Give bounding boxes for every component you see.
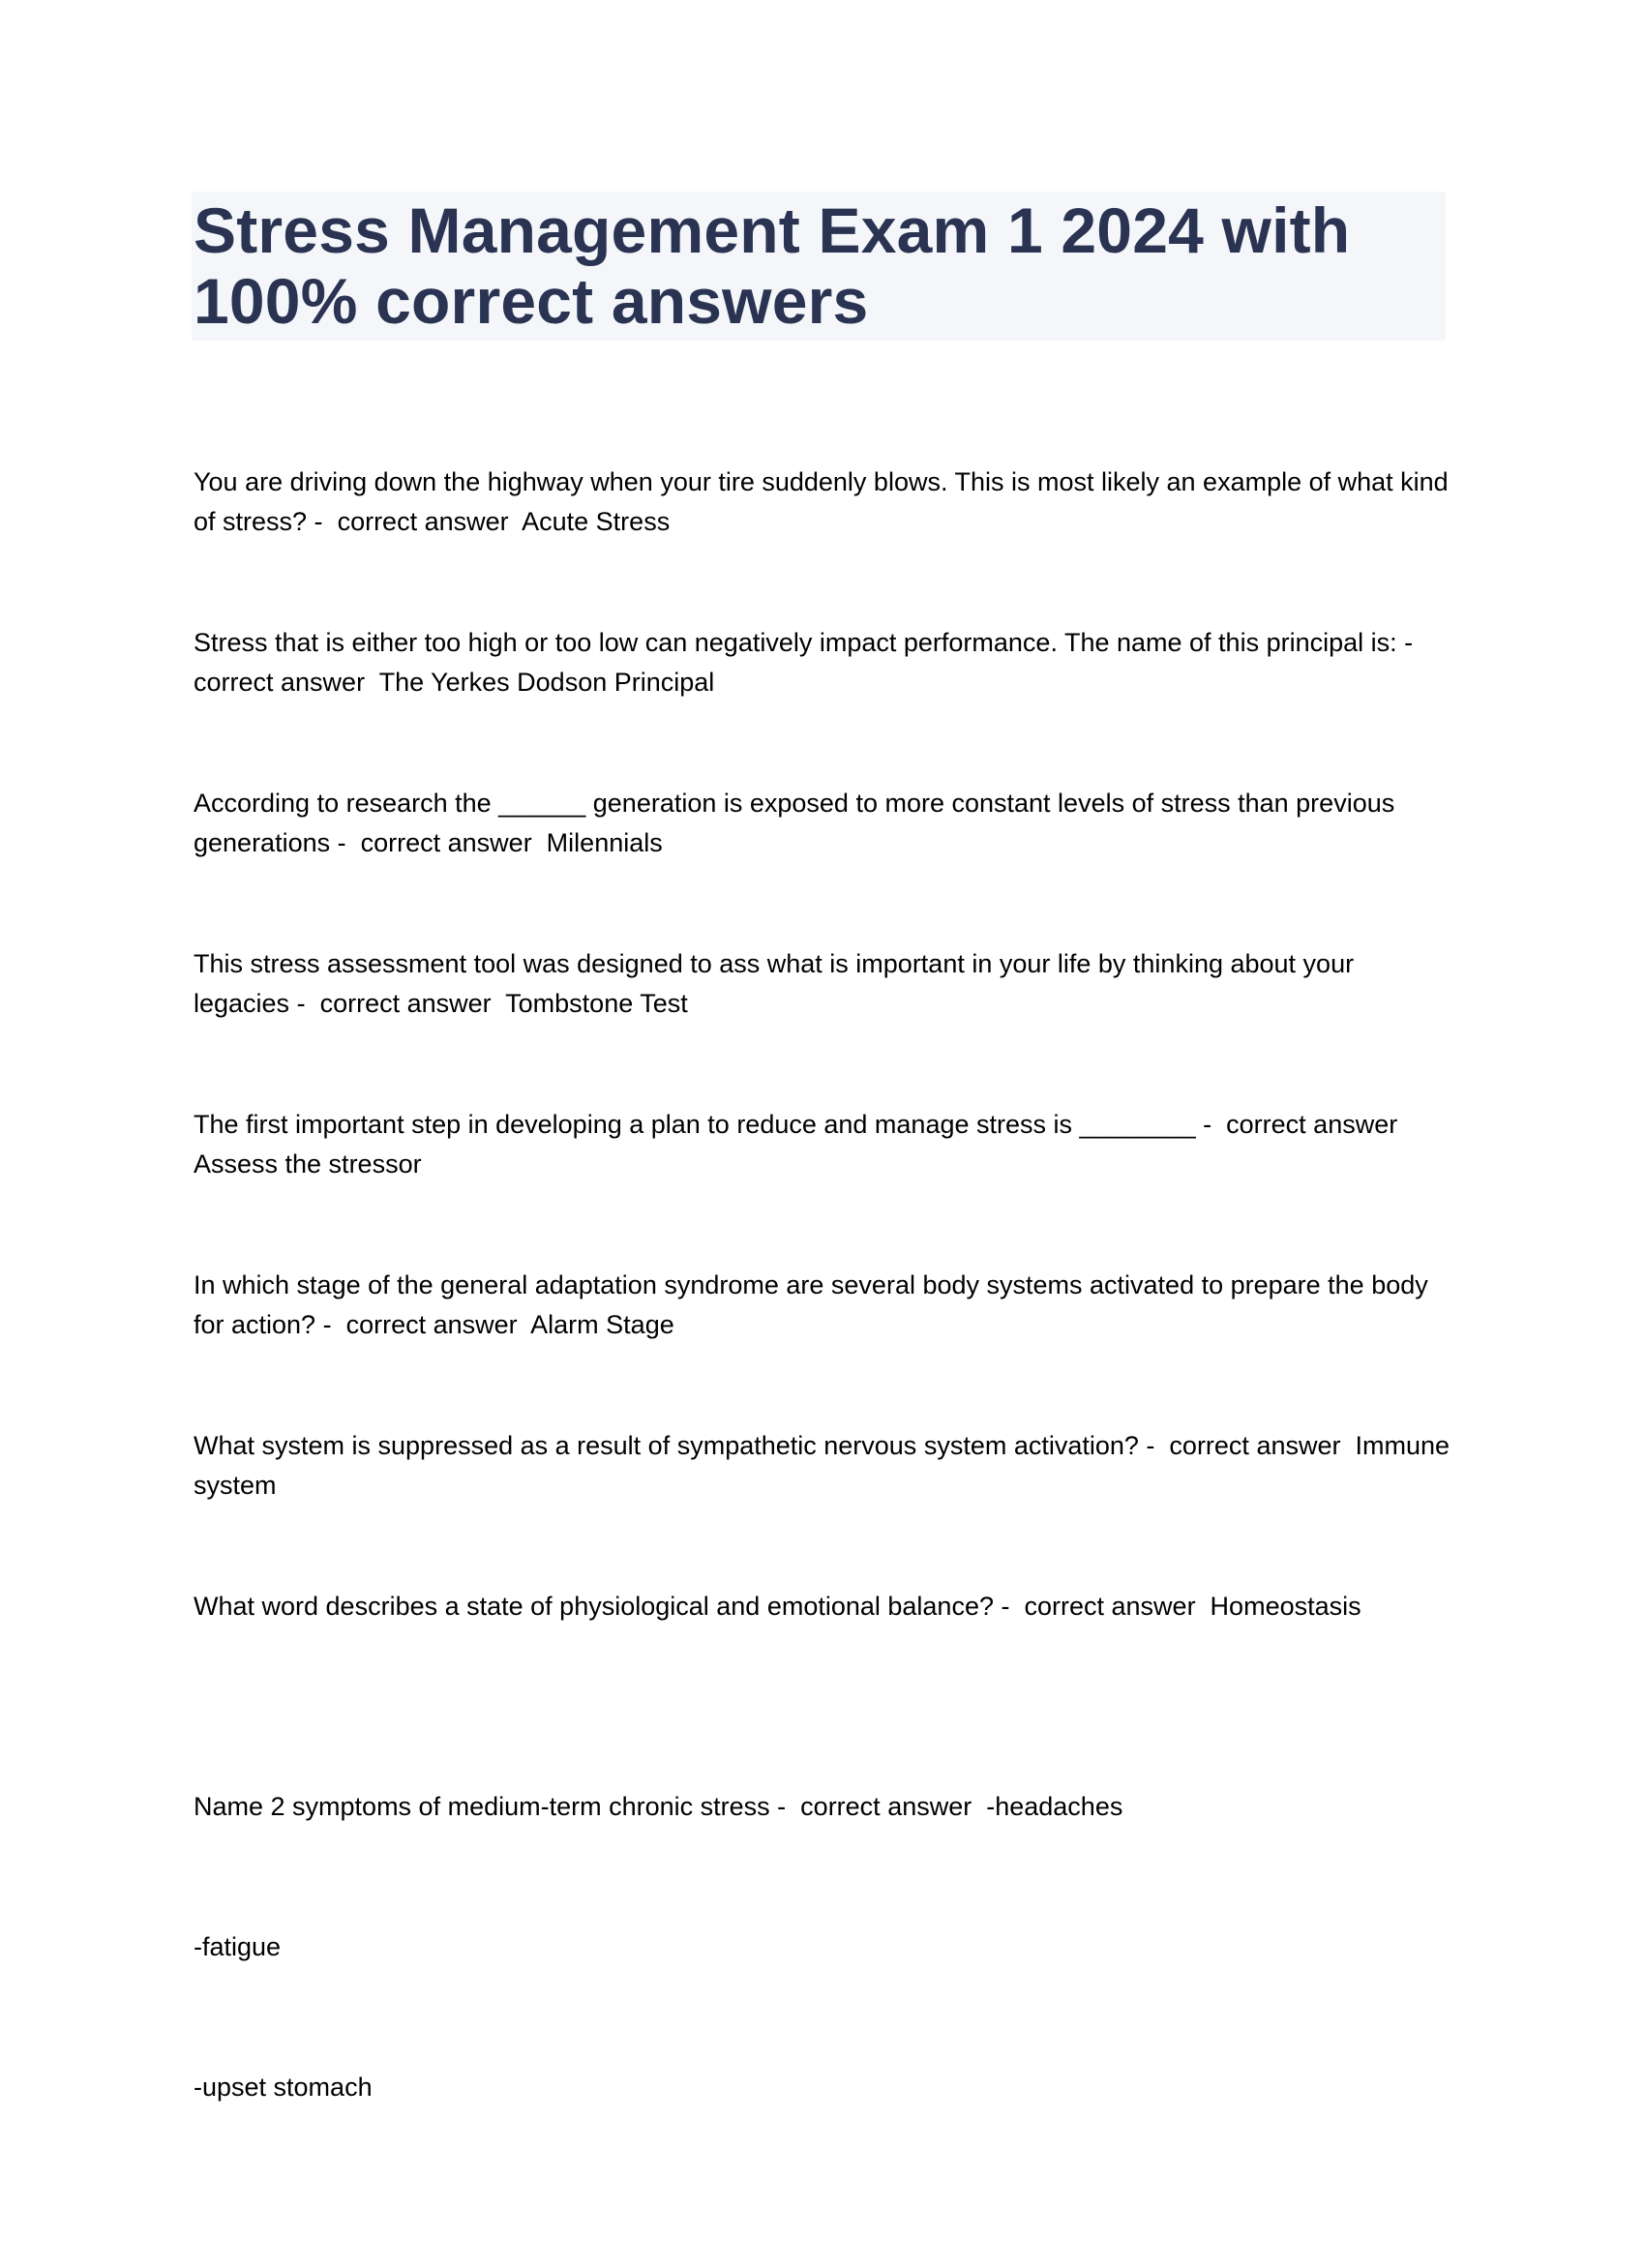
question-text: What system is suppressed as a result of sympathetic nervous system activation? -: [194, 1431, 1162, 1460]
qa-item-3: [194, 784, 1451, 863]
question-text: Stress that is either too high or too low can negatively impact performance. The name of this principal is: -: [194, 628, 1421, 657]
question-text: This stress assessment tool was designed to ass what is important in your life by thinking about your legacies -: [194, 949, 1361, 1018]
answer-extra-line: -upset stomach: [194, 2073, 373, 2102]
question-list: [194, 463, 1457, 2268]
answer-text: correct answer Alarm Stage: [345, 1310, 674, 1339]
qa-item-5: [194, 1105, 1451, 1184]
question-text: In which stage of the general adaptation syndrome are several body systems activated to prepare the body for action? -: [194, 1270, 1436, 1339]
qa-item-8: [194, 1587, 1451, 1626]
answer-text: correct answer Assess the stressor: [194, 1110, 1411, 1179]
document-title: Stress Management Exam 1 2024 with 100% correct answers: [194, 194, 1351, 337]
answer-extra-line: -fatigue: [194, 1932, 282, 1961]
title-banner: [192, 192, 1446, 341]
qa-item-7: [194, 1426, 1457, 1506]
answer-text: correct answer Milennials: [360, 828, 663, 857]
question-text: You are driving down the highway when your tire suddenly blows. This is most likely an example of what kind of stress? -: [194, 467, 1456, 536]
qa-item-1: [194, 463, 1456, 542]
qa-item-9-first-line: [194, 1787, 1451, 1827]
answer-text: correct answer Immune system: [194, 1431, 1457, 1500]
qa-item-4: [194, 944, 1451, 1024]
answer-text: correct answer -headaches: [800, 1792, 1123, 1821]
question-text: Name 2 symptoms of medium-term chronic stress -: [194, 1792, 793, 1821]
answer-text: correct answer The Yerkes Dodson Principal: [194, 668, 715, 697]
answer-text: correct answer Acute Stress: [337, 507, 671, 536]
question-text: The first important step in developing a plan to reduce and manage stress is ________ -: [194, 1110, 1219, 1139]
answer-text: correct answer Homeostasis: [1024, 1592, 1361, 1621]
question-text: According to research the ______ generation is exposed to more constant levels of stress than previous generations -: [194, 789, 1402, 857]
answer-text: correct answer Tombstone Test: [319, 989, 688, 1018]
question-text: What word describes a state of physiological and emotional balance? -: [194, 1592, 1017, 1621]
qa-item-2: [194, 623, 1451, 702]
qa-item-9: [194, 1708, 1451, 2187]
qa-item-6: [194, 1266, 1451, 1345]
